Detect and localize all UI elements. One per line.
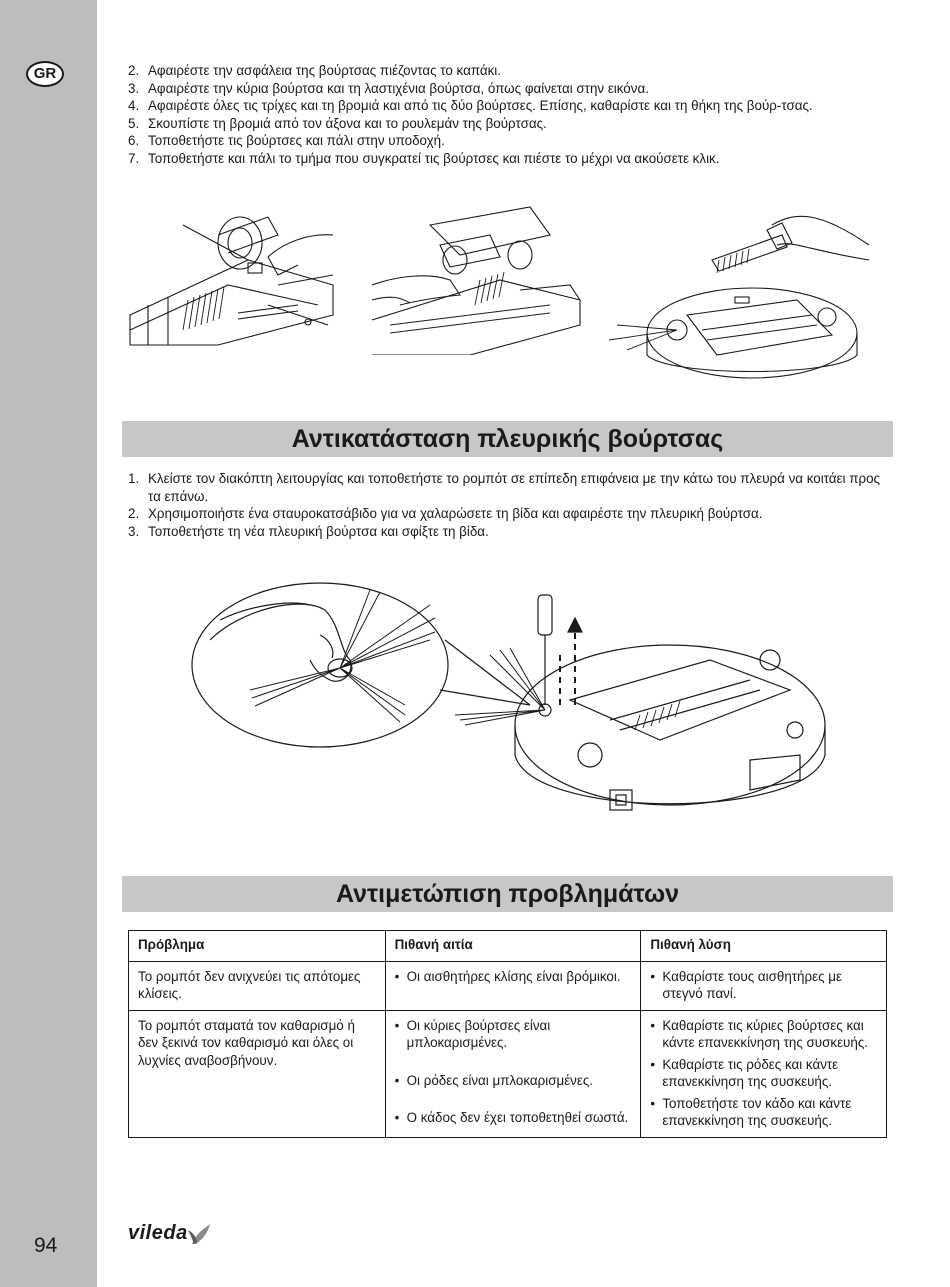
- step-item: [128, 132, 893, 150]
- solution-cell: [641, 961, 887, 1010]
- step-text: Αφαιρέστε την κύρια βούρτσα και τη λαστιχένια βούρτσα, όπως φαίνεται στην εικόνα.: [148, 80, 649, 96]
- troubleshooting-table: [128, 930, 887, 1138]
- cause-item: • Οι κύριες βούρτσες είναι μπλοκαρισμένες.: [395, 1017, 632, 1052]
- step-item: [128, 62, 893, 80]
- illustration-remove-brushes: [370, 205, 585, 355]
- vileda-logo: vileda: [128, 1222, 188, 1244]
- step-number: 5.: [128, 115, 140, 131]
- solution-item: • Καθαρίστε τους αισθητήρες με στεγνό πανί.: [650, 968, 877, 1003]
- page-number: 94: [34, 1234, 58, 1257]
- solution-item: • Καθαρίστε τις κύριες βούρτσες και κάντε επανεκκίνηση της συσκευής.: [650, 1017, 877, 1052]
- solution-item: • Τοποθετήστε τον κάδο και κάντε επανεκκίνηση της συσκευής.: [650, 1095, 877, 1130]
- cause-cell: [385, 1010, 641, 1137]
- table-row: [129, 1010, 887, 1137]
- step-number: 3.: [128, 80, 140, 96]
- step-number: 7.: [128, 150, 140, 166]
- cause-item: • Οι ρόδες είναι μπλοκαρισμένες.: [395, 1072, 632, 1090]
- step-item: [128, 470, 893, 505]
- step-text: Τοποθετήστε τις βούρτσες και πάλι στην υποδοχή.: [148, 133, 445, 148]
- leaf-logo-icon: [188, 1222, 218, 1253]
- section-title-side-brush: Αντικατάσταση πλευρικής βούρτσας: [122, 421, 893, 457]
- step-text: Τοποθετήστε τη νέα πλευρική βούρτσα και σφίξτε τη βίδα.: [148, 523, 489, 539]
- page-sidebar: [0, 0, 97, 1287]
- problem-cell: Το ρομπότ δεν ανιχνεύει τις απότομες κλίσεις.: [129, 961, 386, 1010]
- step-text: Κλείστε τον διακόπτη λειτουργίας και τοποθετήστε το ρομπότ σε επίπεδη επιφάνεια με την κάτω του πλευρά να κοιτάει προς τα επάνω.: [148, 471, 880, 504]
- step-text: Αφαιρέστε την ασφάλεια της βούρτσας πιέζοντας το καπάκι.: [148, 63, 502, 78]
- column-header-cause: Πιθανή αιτία: [385, 931, 641, 962]
- illustration-brush-latch: [128, 205, 343, 350]
- cleaning-steps-list: [128, 62, 893, 167]
- step-text: Τοποθετήστε και πάλι το τμήμα που συγκρατεί τις βούρτσες και πιέστε το μέχρι να ακούσετε κλικ.: [148, 150, 720, 166]
- step-text: Σκουπίστε τη βρομιά από τον άξονα και το ρουλεμάν της βούρτσας.: [148, 115, 547, 131]
- cause-item: • Οι αισθητήρες κλίσης είναι βρόμικοι.: [395, 968, 632, 986]
- problem-cell: Το ρομπότ σταματά τον καθαρισμό ή δεν ξεκινά τον καθαρισμό και όλες οι λυχνίες αναβοσβήνουν.: [129, 1010, 386, 1137]
- column-header-solution: Πιθανή λύση: [641, 931, 887, 962]
- step-number: 1.: [128, 471, 140, 486]
- illustration-clean-brushes: [607, 205, 872, 383]
- solution-cell: [641, 1010, 887, 1137]
- step-text: Χρησιμοποιήστε ένα σταυροκατσάβιδο για να χαλαρώσετε τη βίδα και αφαιρέστε την πλευρική βούρτσα.: [148, 506, 763, 521]
- step-text: Αφαιρέστε όλες τις τρίχες και τη βρομιά και από τις δύο βούρτσες. Επίσης, καθαρίστε και τη θήκη της βούρ-τσας.: [148, 98, 813, 113]
- cause-cell: [385, 961, 641, 1010]
- side-brush-steps-list: [128, 470, 893, 540]
- solution-item: • Καθαρίστε τις ρόδες και κάντε επανεκκίνηση της συσκευής.: [650, 1056, 877, 1091]
- step-item: [128, 80, 893, 98]
- illustration-side-brush-replacement: [190, 580, 830, 840]
- step-item: [128, 150, 893, 168]
- step-item: [128, 97, 893, 115]
- step-number: 2.: [128, 506, 140, 521]
- table-header-row: [129, 931, 887, 962]
- language-badge: GR: [26, 61, 64, 87]
- step-number: 6.: [128, 133, 140, 148]
- section-title-troubleshooting: Αντιμετώπιση προβλημάτων: [122, 876, 893, 912]
- step-number: 4.: [128, 98, 140, 113]
- step-item: [128, 115, 893, 133]
- step-item: [128, 523, 893, 541]
- step-number: 3.: [128, 523, 140, 539]
- column-header-problem: Πρόβλημα: [129, 931, 386, 962]
- table-row: [129, 961, 887, 1010]
- cause-item: • Ο κάδος δεν έχει τοποθετηθεί σωστά.: [395, 1109, 632, 1127]
- step-item: [128, 505, 893, 523]
- step-number: 2.: [128, 63, 140, 78]
